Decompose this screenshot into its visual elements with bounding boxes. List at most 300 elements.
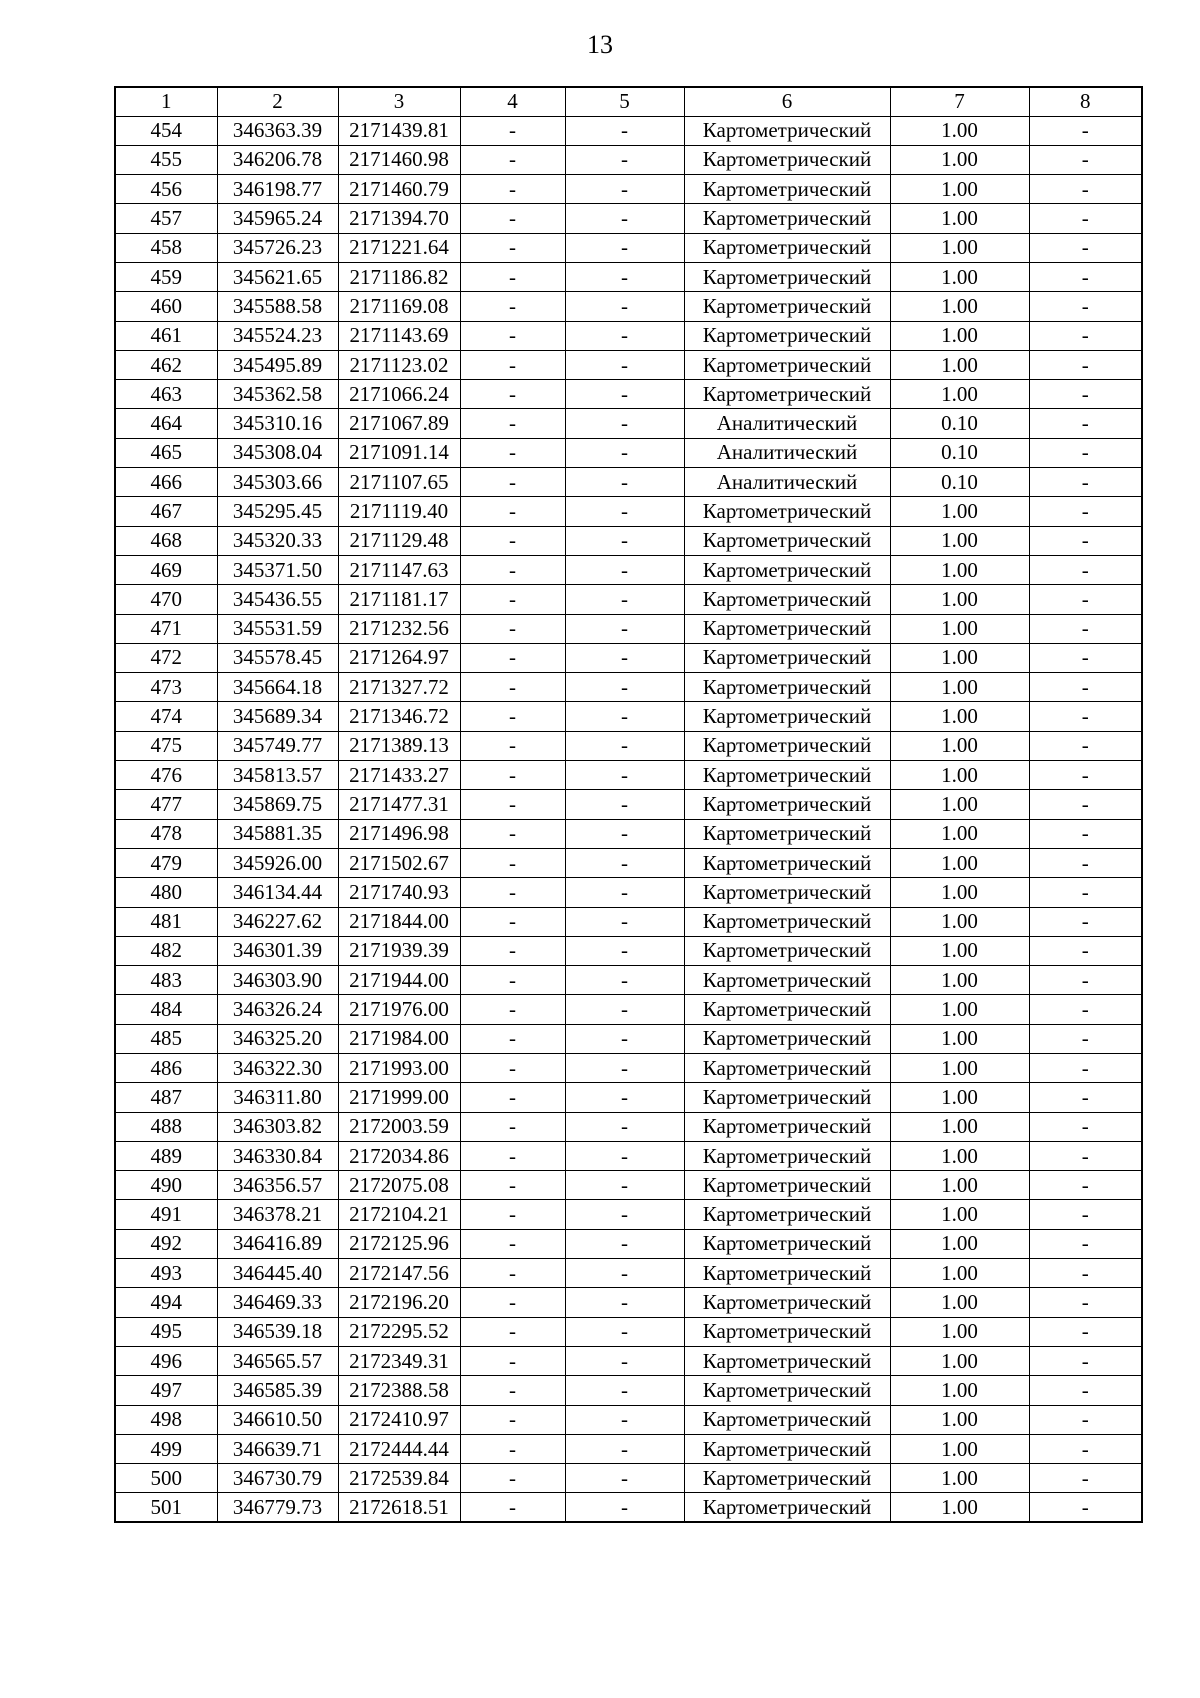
accuracy-cell: 1.00 [890,614,1029,643]
column-5-cell: - [565,761,684,790]
point-number-cell: 472 [115,643,217,672]
x-coordinate-cell: 346322.30 [217,1054,338,1083]
column-4-cell: - [460,731,565,760]
column-8-cell: - [1029,380,1142,409]
column-4-cell: - [460,673,565,702]
accuracy-cell: 1.00 [890,175,1029,204]
accuracy-cell: 1.00 [890,1024,1029,1053]
column-5-cell: - [565,175,684,204]
y-coordinate-cell: 2172196.20 [338,1288,460,1317]
point-number-cell: 464 [115,409,217,438]
column-8-cell: - [1029,1200,1142,1229]
point-number-cell: 459 [115,262,217,291]
table-row [115,1229,1142,1258]
method-cell: Картометрический [684,526,890,555]
column-8-cell: - [1029,1229,1142,1258]
column-8-cell: - [1029,233,1142,262]
column-4-cell: - [460,1054,565,1083]
column-5-cell: - [565,1259,684,1288]
point-number-cell: 479 [115,848,217,877]
x-coordinate-cell: 345588.58 [217,292,338,321]
point-number-cell: 494 [115,1288,217,1317]
column-8-cell: - [1029,175,1142,204]
accuracy-cell: 1.00 [890,1200,1029,1229]
y-coordinate-cell: 2171389.13 [338,731,460,760]
accuracy-cell: 1.00 [890,936,1029,965]
x-coordinate-cell: 346227.62 [217,907,338,936]
method-cell: Картометрический [684,731,890,760]
accuracy-cell: 1.00 [890,1346,1029,1375]
method-cell: Картометрический [684,819,890,848]
accuracy-cell: 1.00 [890,1405,1029,1434]
column-5-cell: - [565,292,684,321]
column-4-cell: - [460,438,565,467]
column-8-cell: - [1029,526,1142,555]
point-number-cell: 485 [115,1024,217,1053]
method-cell: Картометрический [684,321,890,350]
method-cell: Картометрический [684,1054,890,1083]
point-number-cell: 454 [115,116,217,145]
point-number-cell: 501 [115,1493,217,1522]
column-8-cell: - [1029,995,1142,1024]
x-coordinate-cell: 345371.50 [217,555,338,584]
y-coordinate-cell: 2171346.72 [338,702,460,731]
column-5-cell: - [565,1434,684,1463]
accuracy-cell: 1.00 [890,995,1029,1024]
point-number-cell: 463 [115,380,217,409]
column-4-cell: - [460,409,565,438]
method-cell: Картометрический [684,936,890,965]
y-coordinate-cell: 2171844.00 [338,907,460,936]
accuracy-cell: 1.00 [890,907,1029,936]
table-row [115,1112,1142,1141]
y-coordinate-cell: 2172003.59 [338,1112,460,1141]
method-cell: Картометрический [684,1200,890,1229]
column-4-cell: - [460,1405,565,1434]
column-8-cell: - [1029,1259,1142,1288]
x-coordinate-cell: 346469.33 [217,1288,338,1317]
column-4-cell: - [460,1083,565,1112]
column-5-cell: - [565,468,684,497]
y-coordinate-cell: 2171129.48 [338,526,460,555]
x-coordinate-cell: 346730.79 [217,1464,338,1493]
y-coordinate-cell: 2171119.40 [338,497,460,526]
column-8-cell: - [1029,350,1142,379]
point-number-cell: 471 [115,614,217,643]
column-8-cell: - [1029,966,1142,995]
y-coordinate-cell: 2171327.72 [338,673,460,702]
point-number-cell: 470 [115,585,217,614]
table-row [115,731,1142,760]
point-number-cell: 458 [115,233,217,262]
table-row [115,468,1142,497]
column-5-cell: - [565,819,684,848]
column-5-cell: - [565,1229,684,1258]
accuracy-cell: 1.00 [890,848,1029,877]
table-row [115,1200,1142,1229]
accuracy-cell: 0.10 [890,409,1029,438]
y-coordinate-cell: 2171740.93 [338,878,460,907]
point-number-cell: 499 [115,1434,217,1463]
column-4-cell: - [460,702,565,731]
method-cell: Картометрический [684,848,890,877]
point-number-cell: 467 [115,497,217,526]
column-4-cell: - [460,1259,565,1288]
method-cell: Аналитический [684,438,890,467]
table-row [115,497,1142,526]
method-cell: Картометрический [684,643,890,672]
method-cell: Картометрический [684,1405,890,1434]
column-5-cell: - [565,1200,684,1229]
y-coordinate-cell: 2171107.65 [338,468,460,497]
column-8-cell: - [1029,878,1142,907]
x-coordinate-cell: 345881.35 [217,819,338,848]
x-coordinate-cell: 345621.65 [217,262,338,291]
column-8-cell: - [1029,907,1142,936]
column-5-cell: - [565,321,684,350]
x-coordinate-cell: 346356.57 [217,1171,338,1200]
method-cell: Картометрический [684,145,890,174]
column-4-cell: - [460,1346,565,1375]
column-5-cell: - [565,702,684,731]
y-coordinate-cell: 2171264.97 [338,643,460,672]
column-8-cell: - [1029,292,1142,321]
column-5-cell: - [565,409,684,438]
method-cell: Картометрический [684,1229,890,1258]
accuracy-cell: 1.00 [890,1171,1029,1200]
column-8-cell: - [1029,1171,1142,1200]
table-row [115,790,1142,819]
table-row [115,1054,1142,1083]
table-row [115,233,1142,262]
column-4-cell: - [460,1229,565,1258]
column-4-cell: - [460,966,565,995]
table-row [115,350,1142,379]
column-8-cell: - [1029,702,1142,731]
y-coordinate-cell: 2171067.89 [338,409,460,438]
column-5-cell: - [565,643,684,672]
table-row [115,555,1142,584]
method-cell: Картометрический [684,380,890,409]
column-8-cell: - [1029,1141,1142,1170]
y-coordinate-cell: 2171439.81 [338,116,460,145]
column-4-cell: - [460,761,565,790]
point-number-cell: 493 [115,1259,217,1288]
x-coordinate-cell: 345320.33 [217,526,338,555]
column-4-cell: - [460,116,565,145]
y-coordinate-cell: 2171976.00 [338,995,460,1024]
accuracy-cell: 1.00 [890,497,1029,526]
column-5-cell: - [565,1317,684,1346]
column-8-cell: - [1029,1054,1142,1083]
column-header: 5 [565,87,684,116]
column-4-cell: - [460,233,565,262]
column-4-cell: - [460,1376,565,1405]
accuracy-cell: 1.00 [890,350,1029,379]
column-5-cell: - [565,262,684,291]
y-coordinate-cell: 2171999.00 [338,1083,460,1112]
x-coordinate-cell: 346206.78 [217,145,338,174]
column-5-cell: - [565,497,684,526]
x-coordinate-cell: 345926.00 [217,848,338,877]
point-number-cell: 476 [115,761,217,790]
method-cell: Картометрический [684,995,890,1024]
column-8-cell: - [1029,614,1142,643]
column-header: 6 [684,87,890,116]
column-4-cell: - [460,1464,565,1493]
column-8-cell: - [1029,1405,1142,1434]
column-4-cell: - [460,526,565,555]
column-4-cell: - [460,145,565,174]
column-header: 4 [460,87,565,116]
point-number-cell: 462 [115,350,217,379]
accuracy-cell: 0.10 [890,438,1029,467]
method-cell: Картометрический [684,761,890,790]
table-row [115,438,1142,467]
accuracy-cell: 1.00 [890,1141,1029,1170]
accuracy-cell: 1.00 [890,145,1029,174]
x-coordinate-cell: 346303.82 [217,1112,338,1141]
column-4-cell: - [460,1288,565,1317]
table-row [115,1346,1142,1375]
table-row [115,526,1142,555]
x-coordinate-cell: 346303.90 [217,966,338,995]
y-coordinate-cell: 2171944.00 [338,966,460,995]
table-row [115,1464,1142,1493]
method-cell: Картометрический [684,1493,890,1522]
method-cell: Аналитический [684,468,890,497]
y-coordinate-cell: 2171066.24 [338,380,460,409]
table-row [115,936,1142,965]
column-8-cell: - [1029,204,1142,233]
column-5-cell: - [565,145,684,174]
accuracy-cell: 1.00 [890,204,1029,233]
point-number-cell: 468 [115,526,217,555]
column-8-cell: - [1029,731,1142,760]
column-8-cell: - [1029,585,1142,614]
method-cell: Картометрический [684,204,890,233]
column-5-cell: - [565,878,684,907]
table-row [115,1024,1142,1053]
y-coordinate-cell: 2172618.51 [338,1493,460,1522]
y-coordinate-cell: 2172147.56 [338,1259,460,1288]
y-coordinate-cell: 2171394.70 [338,204,460,233]
method-cell: Картометрический [684,1317,890,1346]
column-8-cell: - [1029,409,1142,438]
point-number-cell: 478 [115,819,217,848]
x-coordinate-cell: 346378.21 [217,1200,338,1229]
method-cell: Картометрический [684,116,890,145]
column-5-cell: - [565,1024,684,1053]
point-number-cell: 497 [115,1376,217,1405]
point-number-cell: 487 [115,1083,217,1112]
accuracy-cell: 1.00 [890,555,1029,584]
column-4-cell: - [460,1141,565,1170]
x-coordinate-cell: 345689.34 [217,702,338,731]
x-coordinate-cell: 345869.75 [217,790,338,819]
column-4-cell: - [460,1171,565,1200]
x-coordinate-cell: 345524.23 [217,321,338,350]
y-coordinate-cell: 2171939.39 [338,936,460,965]
y-coordinate-cell: 2171091.14 [338,438,460,467]
table-row [115,1405,1142,1434]
column-8-cell: - [1029,848,1142,877]
method-cell: Картометрический [684,1171,890,1200]
column-5-cell: - [565,1346,684,1375]
table-row [115,204,1142,233]
x-coordinate-cell: 345749.77 [217,731,338,760]
table-row [115,1376,1142,1405]
x-coordinate-cell: 346330.84 [217,1141,338,1170]
accuracy-cell: 1.00 [890,1083,1029,1112]
x-coordinate-cell: 346445.40 [217,1259,338,1288]
column-5-cell: - [565,380,684,409]
column-5-cell: - [565,673,684,702]
column-4-cell: - [460,497,565,526]
y-coordinate-cell: 2172349.31 [338,1346,460,1375]
table-row [115,1083,1142,1112]
point-number-cell: 484 [115,995,217,1024]
y-coordinate-cell: 2171460.98 [338,145,460,174]
point-number-cell: 492 [115,1229,217,1258]
x-coordinate-cell: 345495.89 [217,350,338,379]
column-5-cell: - [565,526,684,555]
table-row [115,907,1142,936]
y-coordinate-cell: 2172104.21 [338,1200,460,1229]
column-4-cell: - [460,262,565,291]
column-8-cell: - [1029,936,1142,965]
accuracy-cell: 1.00 [890,1434,1029,1463]
y-coordinate-cell: 2171186.82 [338,262,460,291]
y-coordinate-cell: 2172125.96 [338,1229,460,1258]
column-5-cell: - [565,848,684,877]
column-5-cell: - [565,1141,684,1170]
table-row [115,878,1142,907]
point-number-cell: 461 [115,321,217,350]
table-row [115,1259,1142,1288]
column-8-cell: - [1029,673,1142,702]
column-5-cell: - [565,204,684,233]
accuracy-cell: 1.00 [890,966,1029,995]
column-4-cell: - [460,1493,565,1522]
column-8-cell: - [1029,321,1142,350]
column-8-cell: - [1029,1288,1142,1317]
accuracy-cell: 1.00 [890,233,1029,262]
point-number-cell: 457 [115,204,217,233]
point-number-cell: 455 [115,145,217,174]
column-4-cell: - [460,175,565,204]
x-coordinate-cell: 345295.45 [217,497,338,526]
column-8-cell: - [1029,790,1142,819]
point-number-cell: 488 [115,1112,217,1141]
method-cell: Картометрический [684,878,890,907]
column-4-cell: - [460,468,565,497]
accuracy-cell: 1.00 [890,1229,1029,1258]
y-coordinate-cell: 2171477.31 [338,790,460,819]
column-8-cell: - [1029,145,1142,174]
point-number-cell: 475 [115,731,217,760]
accuracy-cell: 1.00 [890,819,1029,848]
column-4-cell: - [460,878,565,907]
point-number-cell: 482 [115,936,217,965]
y-coordinate-cell: 2171232.56 [338,614,460,643]
column-4-cell: - [460,555,565,584]
column-8-cell: - [1029,1346,1142,1375]
x-coordinate-cell: 345362.58 [217,380,338,409]
method-cell: Картометрический [684,1259,890,1288]
x-coordinate-cell: 346610.50 [217,1405,338,1434]
y-coordinate-cell: 2172075.08 [338,1171,460,1200]
table-row [115,321,1142,350]
x-coordinate-cell: 346565.57 [217,1346,338,1375]
x-coordinate-cell: 346134.44 [217,878,338,907]
y-coordinate-cell: 2172444.44 [338,1434,460,1463]
column-5-cell: - [565,1376,684,1405]
method-cell: Картометрический [684,702,890,731]
table-row [115,995,1142,1024]
accuracy-cell: 1.00 [890,761,1029,790]
column-8-cell: - [1029,1317,1142,1346]
accuracy-cell: 1.00 [890,1317,1029,1346]
y-coordinate-cell: 2171181.17 [338,585,460,614]
x-coordinate-cell: 345531.59 [217,614,338,643]
column-5-cell: - [565,1493,684,1522]
point-number-cell: 477 [115,790,217,819]
column-4-cell: - [460,1112,565,1141]
y-coordinate-cell: 2172388.58 [338,1376,460,1405]
accuracy-cell: 1.00 [890,292,1029,321]
table-row [115,1288,1142,1317]
column-5-cell: - [565,790,684,819]
table-row [115,702,1142,731]
point-number-cell: 474 [115,702,217,731]
table-row [115,819,1142,848]
table-row [115,848,1142,877]
method-cell: Картометрический [684,262,890,291]
method-cell: Картометрический [684,1141,890,1170]
method-cell: Аналитический [684,409,890,438]
column-5-cell: - [565,438,684,467]
method-cell: Картометрический [684,1288,890,1317]
x-coordinate-cell: 346326.24 [217,995,338,1024]
method-cell: Картометрический [684,1112,890,1141]
point-number-cell: 465 [115,438,217,467]
accuracy-cell: 1.00 [890,321,1029,350]
method-cell: Картометрический [684,350,890,379]
column-4-cell: - [460,1024,565,1053]
table-row [115,175,1142,204]
accuracy-cell: 1.00 [890,526,1029,555]
x-coordinate-cell: 346301.39 [217,936,338,965]
y-coordinate-cell: 2171984.00 [338,1024,460,1053]
y-coordinate-cell: 2171123.02 [338,350,460,379]
method-cell: Картометрический [684,1346,890,1375]
y-coordinate-cell: 2171169.08 [338,292,460,321]
column-5-cell: - [565,1464,684,1493]
column-header: 2 [217,87,338,116]
accuracy-cell: 1.00 [890,1054,1029,1083]
column-8-cell: - [1029,1493,1142,1522]
table-row [115,614,1142,643]
point-number-cell: 480 [115,878,217,907]
column-4-cell: - [460,1200,565,1229]
accuracy-cell: 1.00 [890,1464,1029,1493]
accuracy-cell: 1.00 [890,585,1029,614]
column-4-cell: - [460,848,565,877]
column-8-cell: - [1029,116,1142,145]
column-5-cell: - [565,1112,684,1141]
table-row [115,761,1142,790]
